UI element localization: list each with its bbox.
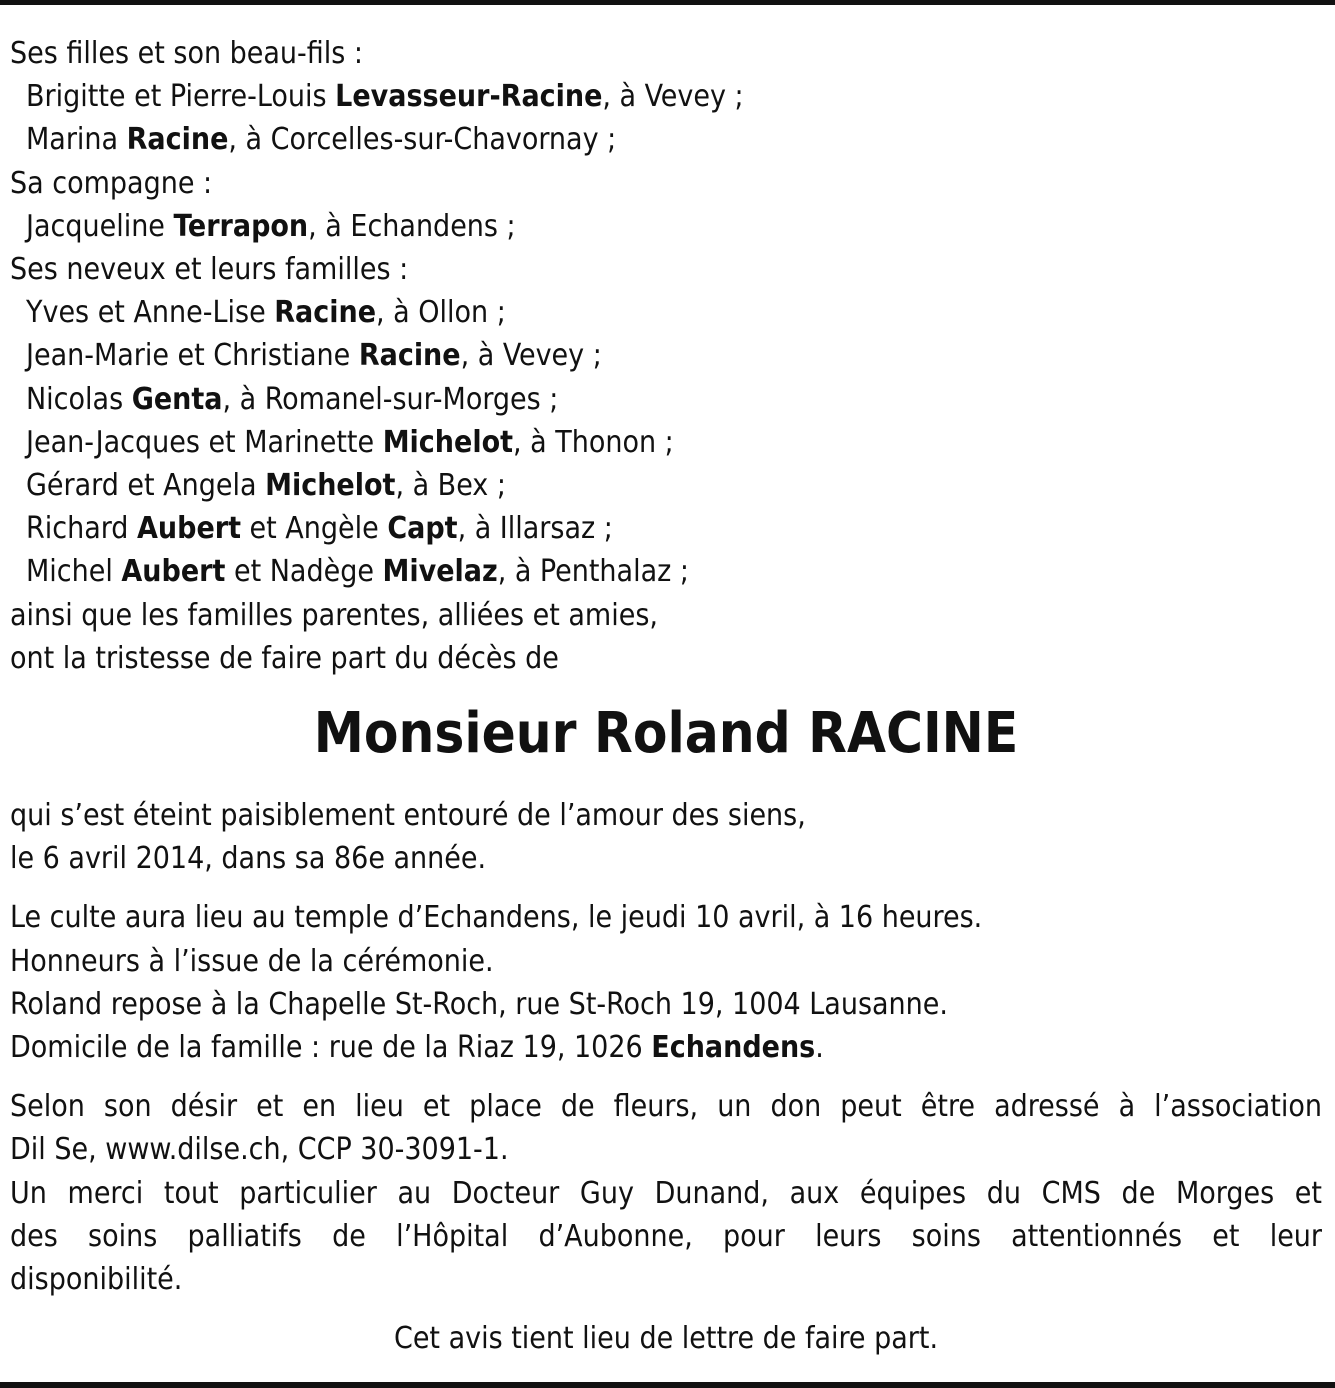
family-member-line: Jean-Marie et Christiane Racine, à Vevey ; <box>26 338 602 374</box>
announcement-line: ont la tristesse de faire part du décès de <box>10 640 559 676</box>
deceased-name: Monsieur Roland RACINE <box>313 701 1019 767</box>
rest-place-line: Roland repose à la Chapelle St-Roch, rue St-Roch 19, 1004 Lausanne. <box>10 986 948 1022</box>
top-rule <box>0 0 1335 5</box>
family-address-line: Domicile de la famille : rue de la Riaz 19, 1026 Echandens. <box>10 1030 824 1066</box>
obituary-notice <box>10 32 1322 1360</box>
companion-heading: Sa compagne : <box>10 165 213 201</box>
notice-footer: Cet avis tient lieu de lettre de faire part. <box>393 1321 939 1357</box>
donation-details-line: Dil Se, www.dilse.ch, CCP 30-3091-1. <box>10 1132 509 1168</box>
nephews-heading: Ses neveux et leurs familles : <box>10 252 409 288</box>
thanks-line: disponibilité. <box>10 1262 183 1298</box>
donation-line: Selon son désir et en lieu et place de fleurs, un don peut être adressé à l’association <box>10 1089 1322 1125</box>
thanks-line: des soins palliatifs de l’Hôpital d’Aubonne, pour leurs soins attentionnés et leur <box>10 1218 1322 1254</box>
spacer <box>10 1069 1322 1085</box>
family-member-line: Marina Racine, à Corcelles-sur-Chavornay ; <box>26 122 617 158</box>
daughters-heading: Ses filles et son beau-fils : <box>10 36 364 71</box>
family-member-line: Yves et Anne-Lise Racine, à Ollon ; <box>26 295 506 331</box>
thanks-line: Un merci tout particulier au Docteur Guy Dunand, aux équipes du CMS de Morges et <box>10 1175 1322 1211</box>
family-member-line: Brigitte et Pierre-Louis Levasseur-Racine, à Vevey ; <box>26 79 744 115</box>
family-member-line: Michel Aubert et Nadège Mivelaz, à Penthalaz ; <box>26 554 689 590</box>
service-line: Le culte aura lieu au temple d’Echandens, le jeudi 10 avril, à 16 heures. <box>10 900 983 936</box>
family-member-line: Jacqueline Terrapon, à Echandens ; <box>26 208 516 244</box>
death-date-line: le 6 avril 2014, dans sa 86e année. <box>10 841 487 877</box>
honours-line: Honneurs à l’issue de la cérémonie. <box>10 943 494 979</box>
death-line: qui s’est éteint paisiblement entouré de l’amour des siens, <box>10 798 806 834</box>
family-member-line: Nicolas Genta, à Romanel-sur-Morges ; <box>26 381 559 417</box>
bottom-rule <box>0 1382 1335 1388</box>
family-member-line: Richard Aubert et Angèle Capt, à Illarsaz ; <box>26 511 613 547</box>
closing-relatives-line: ainsi que les familles parentes, alliées et amies, <box>10 597 658 633</box>
family-member-line: Jean-Jacques et Marinette Michelot, à Thonon ; <box>26 424 674 460</box>
family-member-line: Gérard et Angela Michelot, à Bex ; <box>26 468 506 504</box>
spacer <box>10 880 1322 896</box>
